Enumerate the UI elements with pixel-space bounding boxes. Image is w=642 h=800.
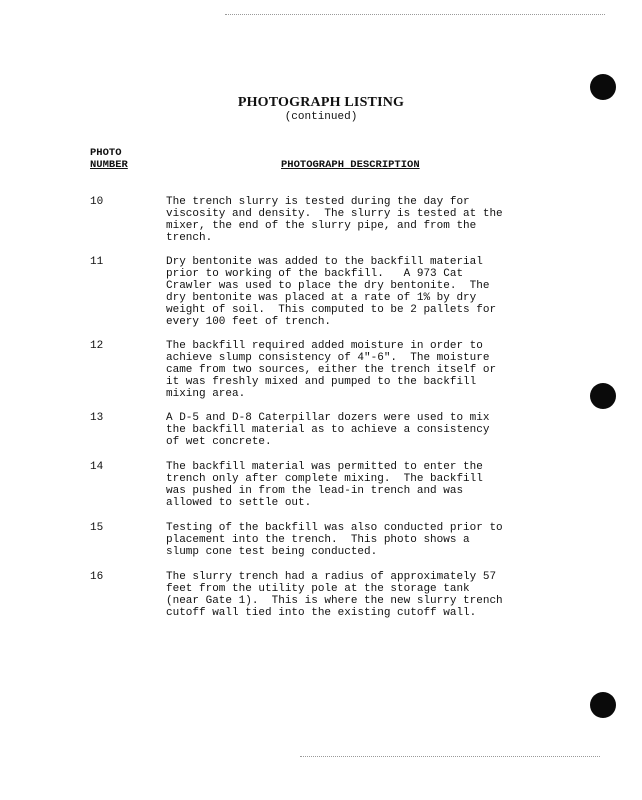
photo-description: Dry bentonite was added to the backfill material prior to working of the backfill. A 973 Cat Crawler was used to place the dry bentonite. The dry bentonite was placed at a rate of 1% by dry weight of soil. This computed to be 2 pallets for every 100 feet of trench. [166,256,497,328]
scan-artifact-top [225,14,605,15]
photo-description: The slurry trench had a radius of approximately 57 feet from the utility pole at the storage tank (near Gate 1). This is where the new slurry trench cutoff wall tied into the existing cutoff wall. [166,571,503,619]
photo-number: 12 [90,340,104,352]
binder-hole-bottom [590,692,616,718]
photo-description: The trench slurry is tested during the day for viscosity and density. The slurry is tested at the mixer, the end of the slurry pipe, and from the trench. [166,196,503,244]
photo-description: The backfill material was permitted to enter the trench only after complete mixing. The backfill was pushed in from the lead-in trench and was allowed to settle out. [166,461,483,509]
photo-description: A D-5 and D-8 Caterpillar dozers were used to mix the backfill material as to achieve a consistency of wet concrete. [166,412,490,448]
photo-number-header [90,147,128,171]
photo-header-line1: PHOTO [90,147,122,159]
photo-number: 15 [90,522,104,534]
photo-header-line2: NUMBER [90,159,128,171]
photo-number: 10 [90,196,104,208]
page-subtitle: (continued) [284,111,358,123]
page-title: PHOTOGRAPH LISTING [237,95,405,110]
photo-number: 13 [90,412,104,424]
photo-description-header: PHOTOGRAPH DESCRIPTION [281,159,420,171]
photo-number: 16 [90,571,104,583]
photo-description: Testing of the backfill was also conducted prior to placement into the trench. This photo shows a slump cone test being conducted. [166,522,503,558]
photo-number: 11 [90,256,104,268]
binder-hole-middle [590,383,616,409]
scan-artifact-bottom [300,756,600,757]
photo-number: 14 [90,461,104,473]
photo-description: The backfill required added moisture in order to achieve slump consistency of 4"-6". The moisture came from two sources, either the trench itself or it was freshly mixed and pumped to the backfill mixing area. [166,340,497,400]
